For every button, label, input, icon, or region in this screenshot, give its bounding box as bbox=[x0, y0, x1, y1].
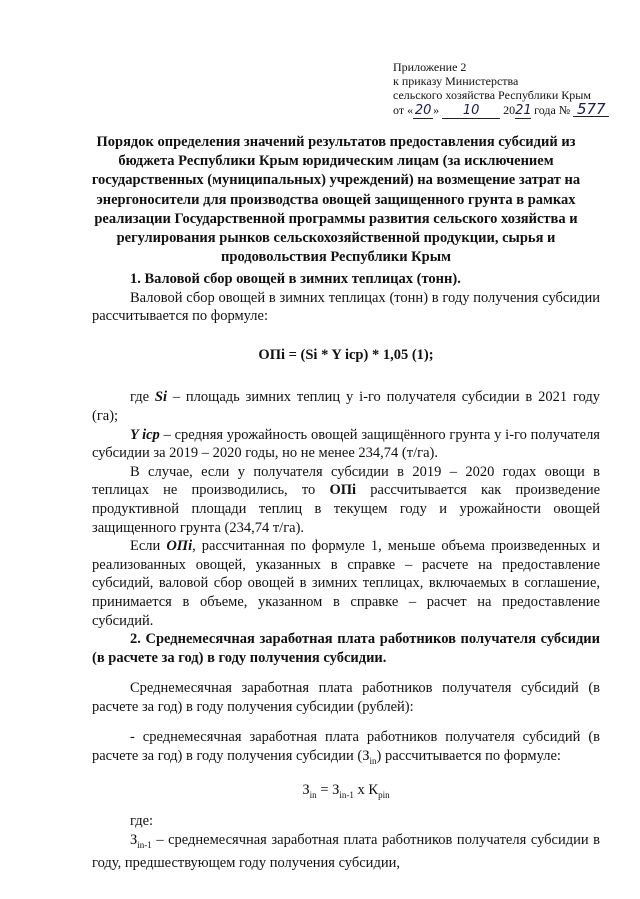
where-yicp bbox=[92, 426, 600, 463]
f-eq: = З bbox=[316, 781, 340, 798]
if-paragraph bbox=[92, 537, 600, 630]
last-definition bbox=[92, 831, 600, 873]
f-prev-sub: in-1 bbox=[339, 789, 354, 800]
case-text-a: В случае, если у получателя субсидии в 2019 – 2020 годах овощи в теплицах не производились, то bbox=[92, 463, 600, 499]
document-title: Порядок определения значений результатов предоставления субсидий из бюджета Республики Крым юридическим лицам (за исключением государственных (муниципальных) учреждений) на возмещение затрат на энергоносители для производства овощей защищенного грунта в рамках реализации Государственной программы развития сельского хозяйства и регулирования рынков сельскохозяйственной продукции, сырья и продовольствия Республики Крым bbox=[91, 134, 581, 266]
formula-1: ОПi = (Si * Y icp) * 1,05 (1); bbox=[258, 346, 434, 363]
p2-text-a: - среднемесячная заработная плата работников получателя субсидий (в расчете за год) в году получения субсидии (З bbox=[92, 729, 600, 765]
date-day: 20 bbox=[414, 103, 432, 118]
where-si bbox=[92, 388, 600, 425]
where-si-text: – площадь зимних теплиц у i-го получателя субсидии в 2021 году (га); bbox=[92, 389, 600, 424]
where-label: где: bbox=[130, 813, 154, 830]
f-lhs-sub: in bbox=[309, 789, 317, 800]
si-symbol: Si bbox=[154, 389, 167, 406]
date-quote-close: » bbox=[433, 103, 440, 117]
document-body bbox=[92, 270, 600, 873]
if-text-b: , рассчитанная по формуле 1, меньше объема произведенных и реализованных овощей, указанных в справке – расчете на предоставление субсидий, валовой сбор овощей в зимних теплицах, включаемых в соглашение, принимается в объеме, указанном в справке – расчет на предоставление субсидий. bbox=[92, 538, 600, 629]
case-paragraph bbox=[92, 463, 600, 537]
yicp-symbol: Y icp bbox=[130, 426, 160, 443]
appendix-line-1: Приложение 2 bbox=[393, 60, 467, 74]
last-sym: З bbox=[130, 831, 138, 848]
last-text: – среднемесячная заработная плата работников получателя субсидии в году, предшествующем году получения субсидии, bbox=[92, 831, 600, 872]
appendix-line-3: сельского хозяйства Республики Крым bbox=[393, 88, 591, 102]
last-sub: in-1 bbox=[137, 839, 152, 850]
section-2-p1: Среднемесячная заработная плата работников получателя субсидий (в расчете за год) в году получения субсидии (рублей): bbox=[92, 680, 600, 715]
where-yicp-text: – средняя урожайность овощей защищённого грунта у i-го получателя субсидии за 2019 – 2020 годы, но не менее 234,74 (т/га). bbox=[92, 426, 600, 462]
appendix-line-2: к приказу Министерства bbox=[393, 74, 519, 88]
section-1-intro: Валовой сбор овощей в зимних теплицах (тонн) в году получения субсидии рассчитывается по формуле: bbox=[92, 289, 600, 325]
f-x: x К bbox=[353, 781, 379, 798]
p2-sub: in bbox=[369, 755, 377, 766]
date-year-prefix: 20 bbox=[503, 103, 516, 117]
section-2-heading: 2. Среднемесячная заработная плата работников получателя субсидии (в расчете за год) в году получения субсидии. bbox=[92, 631, 600, 666]
order-number: 577 bbox=[573, 102, 609, 117]
date-year-word: года № bbox=[534, 103, 571, 117]
f-k-sub: pin bbox=[378, 789, 390, 800]
appendix-date-line bbox=[393, 102, 623, 119]
case-text-b: рассчитывается как произведение продуктивной площади теплиц в текущем году и урожайности овощей защищенного грунта (234,74 т/га). bbox=[92, 482, 601, 536]
p2-text-b: ) рассчитывается по формуле: bbox=[376, 748, 561, 765]
formula-2 bbox=[92, 781, 600, 804]
appendix-block bbox=[393, 60, 623, 119]
f-lhs: З bbox=[302, 781, 310, 798]
section-1-heading: 1. Валовой сбор овощей в зимних теплицах (тонн). bbox=[130, 271, 461, 287]
date-month: 10 bbox=[442, 104, 500, 119]
where-si-prefix: где bbox=[130, 389, 150, 406]
opi-symbol: ОПi bbox=[329, 482, 357, 499]
if-text-a: Если bbox=[130, 538, 161, 555]
opi-symbol-2: ОПi bbox=[166, 538, 193, 555]
section-2-p2 bbox=[92, 728, 600, 770]
date-from-label: от « bbox=[393, 103, 414, 117]
date-year-suffix: 21 bbox=[515, 103, 532, 118]
